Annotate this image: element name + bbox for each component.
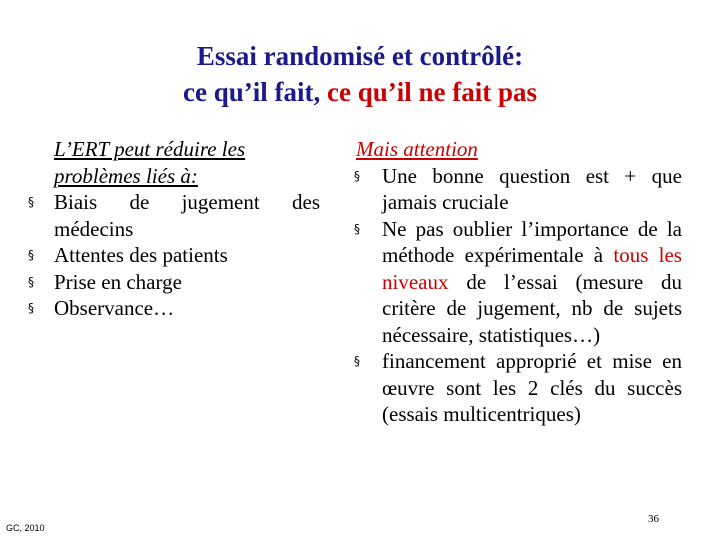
square-bullet-icon: § (28, 248, 34, 262)
right-heading: Mais attention (356, 137, 478, 161)
left-heading: L’ERT peut réduire les problèmes liés à: (54, 137, 246, 188)
title-line-1: Essai randomisé et contrôlé: (196, 41, 524, 71)
title-line-2-part-2: ce qu’il ne fait pas (326, 77, 537, 107)
right-bullet-item (354, 163, 682, 216)
right-bullet-text-start: Ne pas oublier l’importance de la méthode expérimentale à (382, 216, 682, 267)
square-bullet-icon: § (354, 354, 360, 368)
right-bullet-item (354, 348, 682, 428)
left-column (28, 136, 320, 322)
title-line-2 (0, 74, 720, 110)
right-bullet-text: Une bonne question est + que jamais cruciale (382, 163, 682, 214)
square-bullet-icon: § (28, 195, 34, 209)
left-bullet-item (28, 189, 320, 242)
square-bullet-icon: § (354, 221, 360, 236)
right-bullet-text: financement approprié et mise en œuvre sont les 2 clés du succès (essais multicentriques) (382, 349, 682, 426)
left-bullet-text: Observance… (54, 296, 175, 320)
left-bullet-item (28, 242, 320, 269)
slide-title (0, 38, 720, 110)
square-bullet-icon: § (354, 168, 360, 183)
footer-author: GC, 2010 (6, 523, 45, 533)
left-bullet-text: Prise en charge (54, 269, 182, 294)
right-column (354, 136, 682, 428)
right-bullet-item (354, 216, 682, 349)
square-bullet-icon: § (28, 301, 34, 315)
square-bullet-icon: § (28, 274, 34, 289)
left-bullet-text: Attentes des patients (54, 243, 228, 267)
page-number: 36 (648, 513, 659, 525)
left-bullet-item (28, 295, 320, 322)
left-bullet-item (28, 269, 320, 296)
right-bullet-highlight: tous les niveaux (382, 243, 682, 294)
left-bullet-text: Biais de jugement des médecins (54, 190, 320, 241)
title-line-2-part-1: ce qu’il fait, (183, 77, 327, 107)
right-bullet-text-end: de l’essai (mesure du critère de jugement, nb de sujets nécessaire, statistiques…) (382, 269, 682, 347)
